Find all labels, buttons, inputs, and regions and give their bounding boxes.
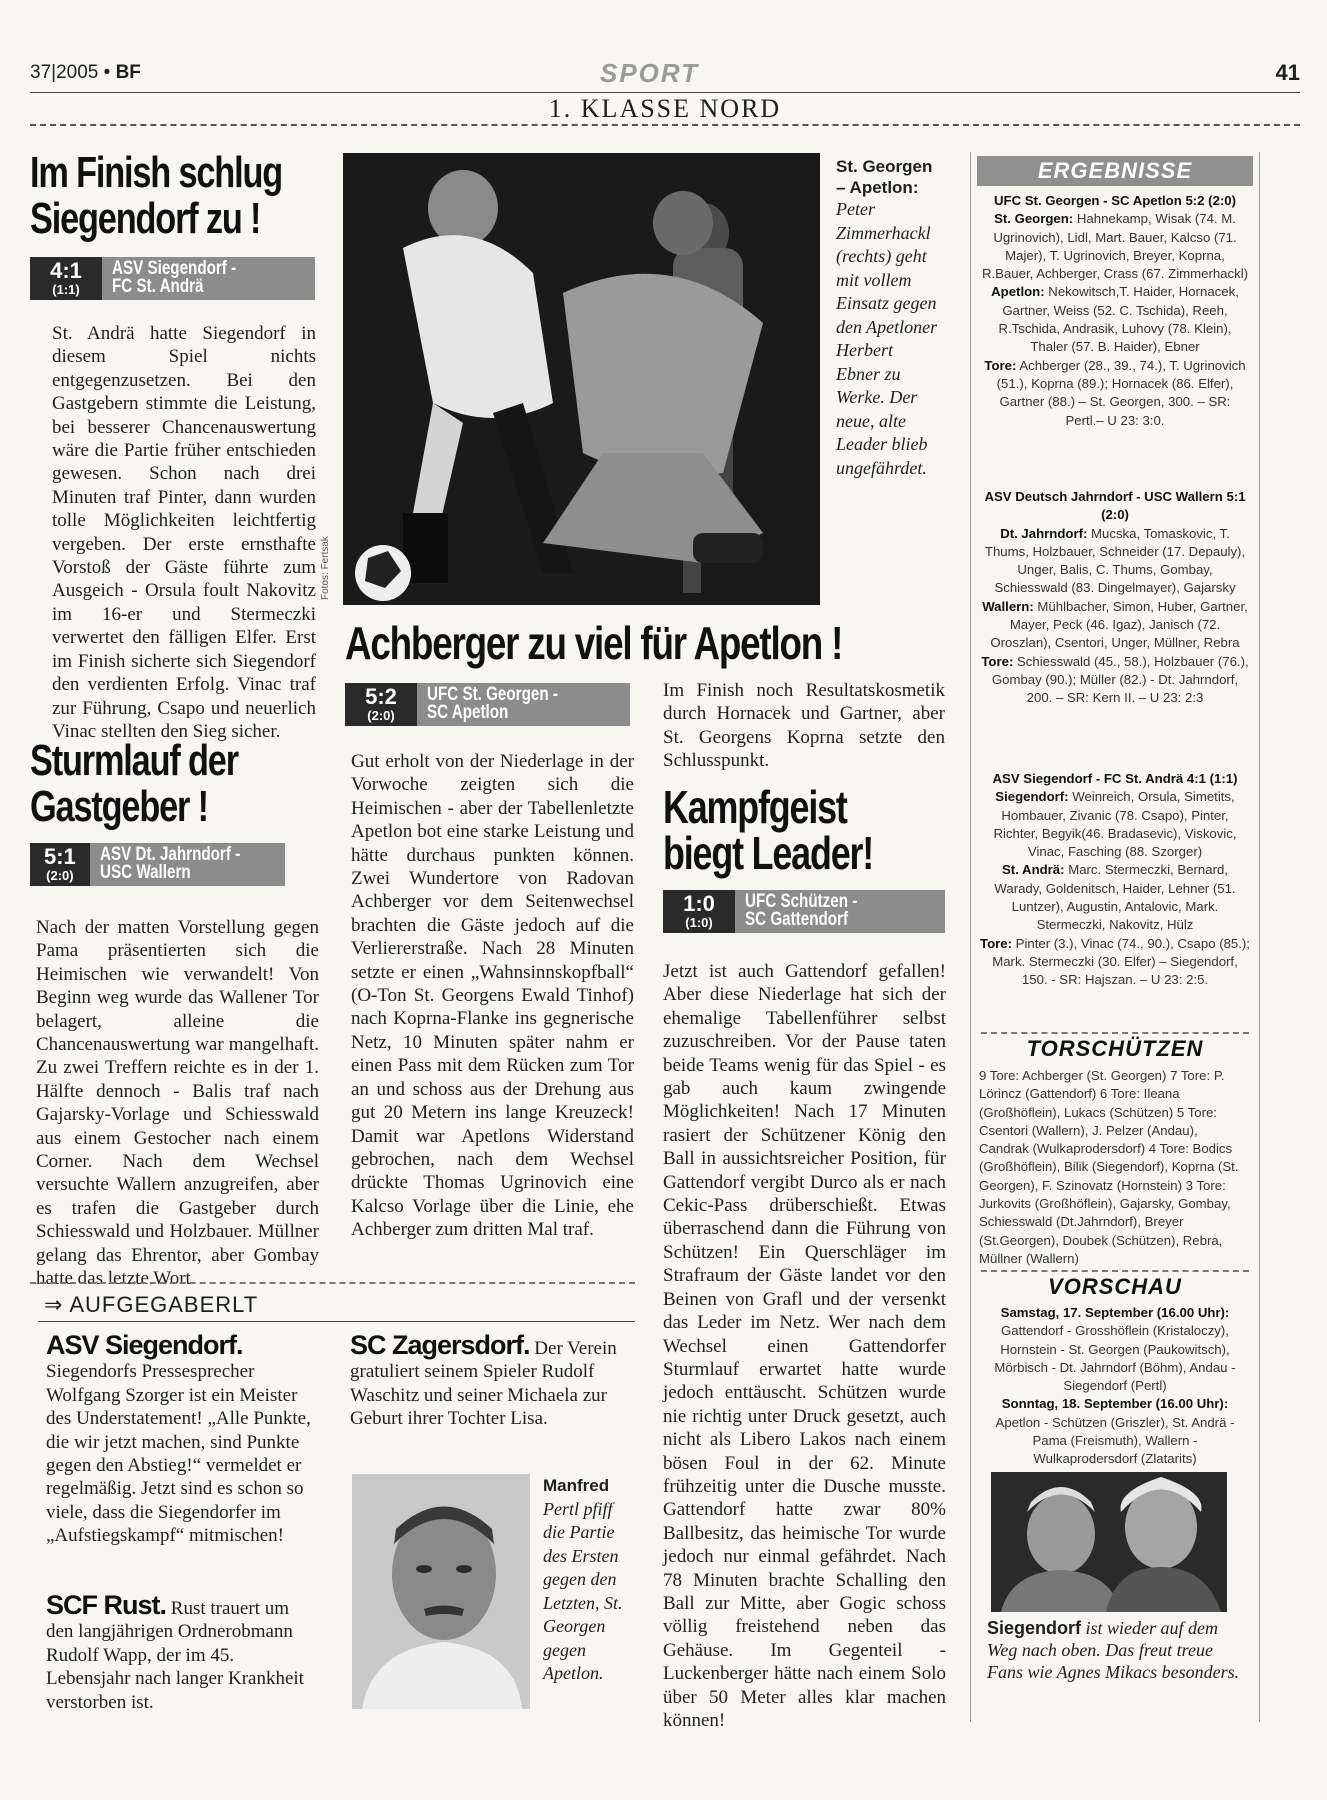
scorers-title: TORSCHÜTZEN — [1026, 1036, 1204, 1061]
caption-text: Peter Zimmerhackl (rechts) geht mit vollem Einsatz gegen den Apetloner Herbert Ebner zu Werke. Der neue, alte Leader blieb ungefährdet. — [836, 199, 938, 478]
header-dashed-rule — [30, 124, 1300, 126]
result-goals-label: Tore: — [980, 935, 1012, 951]
score-teams: ASV Siegendorf - FC St. Andrä — [102, 257, 315, 300]
issue-number: 37|2005 — [30, 62, 99, 83]
result-block-1 — [979, 192, 1251, 430]
preview-list — [979, 1304, 1251, 1469]
sidebar — [970, 152, 1260, 1722]
bullet: • — [103, 62, 111, 83]
article2-headline: Sturmlauf der Gastgeber ! — [30, 736, 238, 831]
article4-scorebox — [663, 890, 945, 933]
preview-date: Sonntag, 18. September (16.00 Uhr): — [1001, 1396, 1229, 1412]
paper-name: BF — [115, 62, 141, 83]
article4-headline: Kampfgeist biegt Leader! — [663, 781, 874, 879]
aufgegaberlt-dashes — [30, 1282, 635, 1284]
fans-photo — [991, 1472, 1227, 1612]
result-goals-label: Tore: — [981, 653, 1014, 669]
result-away-label: Apetlon: — [991, 284, 1045, 300]
caption-bold: St. Georgen – Apetlon: — [836, 157, 933, 197]
preview-header — [981, 1270, 1249, 1302]
score-teams: UFC St. Georgen - SC Apetlon — [417, 683, 630, 726]
aufgegaberlt-title: AUFGEGABERLT — [69, 1292, 259, 1317]
article2-scorebox — [30, 843, 285, 886]
preview-games: Gattendorf - Grosshöflein (Kristaloczy), Hornstein - St. Georgen (Paukowitsch), Mörbisch - Dt. Jahrndorf (Böhm), Andau - Siegendorf (Pertl) — [994, 1323, 1236, 1394]
page-header — [30, 58, 1300, 128]
article1-scorebox — [30, 257, 315, 300]
caption-bold: Manfred — [543, 1476, 610, 1495]
news-club: SC Zagersdorf. — [350, 1330, 530, 1360]
result-goals: Pinter (3.), Vinac (74., 90.), Csapo (85.); Mark. Stermeczki (30. Elfer) – Siegendorf, 150. - SR: Hajszan. – U 23: 2:5. — [992, 935, 1250, 988]
result-block-3 — [979, 770, 1251, 990]
article3-text: Gut erholt von der Niederlage in der Vorwoche zeigten sich die Heimischen - aber der Tabellenletzte Apetlon bot eine starke Leistung und hätte durchaus punkten können. Zwei Wundertore von Radovan Achberger vor dem Seitenwechsel brachten die Gäste jedoch auf die Verliererstraße. Nach 28 Minuten setzte er einen „Wahnsinnskopfball“ (O-Ton St. Georgens Ewald Tinhof) nach Koprna-Flanke ins gegnerische Netz, 10 Minuten später nahm er einen Pass mit dem Rücken zum Tor an und schoss aus der Drehung aus gut 20 Metern ins lange Kreuzeck! Damit war Apetlons Widerstand gebrochen, nach dem Wechsel drückte Thomas Ugrinovich eine Kalcso Vorlage über die Linie, ehe Achberger zum dritten Mal traf. — [351, 751, 634, 1241]
league-title: 1. KLASSE NORD — [548, 94, 782, 123]
result-home: Weinreich, Orsula, Simetits, Hombauer, Zivanic (78. Csapo), Pinter, Richter, Begyik(46. Bradasevic), Viskovic, Vinac, Fasching (88. Szorger) — [993, 789, 1237, 860]
preview-date: Samstag, 17. September (16.00 Uhr): — [1000, 1305, 1230, 1320]
news-item-rust — [46, 1592, 316, 1714]
header-rule — [30, 92, 1300, 93]
score-teams: UFC Schützen - SC Gattendorf — [735, 890, 945, 933]
scorers-header — [981, 1032, 1249, 1064]
result-block-2 — [979, 488, 1251, 708]
result-home-label: St. Georgen: — [994, 211, 1074, 227]
article1-text: St. Andrä hatte Siegendorf in diesem Spiel nichts entgegenzusetzen. Bei den Gastgebern stimmte die Leistung, bei besserer Chancenauswertung wäre die Partie früher entschieden gewesen. Schon nach drei Minuten traf Pinter, dann wurden tolle Möglichkeiten leichtfertig vergeben. Der erste ernsthafte Vorstoß der Gäste führte zum Ausgeich - Orsula foult Nakovitz im 16-er und Stermeczki verwertet den fälligen Elfer. Erst im Finish sicherte sich Siegendorf den verdienten Erfolg. Vinac traf zur Führung, Csapo und neuerlich Vinac stellten den Sieg sicher. — [52, 323, 316, 742]
news-item-siegendorf — [46, 1332, 316, 1548]
article4-text: Jetzt ist auch Gattendorf gefallen! Aber diese Niederlage hat sich der ehemalige Tabellenführer selbst zuzuschreiben. Vor der Pause taten beide Teams wenig für das Spiel - es gab auch kaum zwingende Möglichkeiten! Nach 17 Minuten rasiert der Schützener König den Ball in aussichtsreicher Position, für Gattendorf vergibt Durco als er nach Cekic-Pass drüberschießt. Etwas überraschend dann die Führung von Schützen! Ein Querschläger im Strafraum der Gäste landet vor den Beinen von Grafl und der versenkt das Leder im Netz. Wer nach dem Wechsel einen Gattendorfer Sturmlauf erwartet hatte wurde jedoch enttäuscht. Schützen wurde nie richtig unter Druck gesetzt, auch nicht als Libero Lakos nach einem bösen Foul in der 62. Minute frühzeitig unter die Dusche musste. Gattendorf hatte zwar 80% Ballbesitz, das heimische Tor wurde jedoch nur einmal gefährdet. Nach 78 Minuten brachte Schalling den Ball zur Mitte, aber Gogic schoss völlig freistehend neben das Gehäuse. Im Gegenteil - Luckenberger hätte nach einem Solo über 50 Meter alles klar machen können! — [663, 961, 946, 1731]
fans-caption — [987, 1617, 1247, 1683]
referee-photo — [352, 1474, 530, 1709]
preview-title: VORSCHAU — [1048, 1274, 1182, 1299]
caption-bold: Siegendorf — [987, 1618, 1082, 1638]
score-teams: ASV Dt. Jahrndorf - USC Wallern — [90, 843, 285, 886]
aufgegaberlt-header — [44, 1292, 258, 1318]
result-home: Hahnekamp, Wisak (74. M. Ugrinovich), Lidl, Mart. Bauer, Kalcso (71. Majer), T. Ugrinovich, Breyer, Koprna, R.Bauer, Achberger, Crass (67. Zimmerhackl) — [981, 211, 1249, 282]
news-club: SCF Rust. — [46, 1590, 167, 1620]
photo1-caption — [836, 156, 941, 480]
aufgegaberlt-rule — [38, 1321, 635, 1322]
result-match: UFC St. Georgen - SC Apetlon 5:2 (2:0) — [993, 193, 1237, 208]
result-away: Marc. Stermeczki, Bernard, Warady, Goldenitsch, Haider, Lehner (51. Luntzer), Augustin, Antalovic, Mark. Stermeczki, Nakovitz, Hülz — [994, 862, 1236, 933]
result-away: Nekowitsch,T. Haider, Hornacek, Gartner, Weiss (52. C. Tschida), Reeh, R.Tschida, Andrasik, Luhovy (78. Klein), Thaler (57. B. Haider), Ebner — [998, 284, 1239, 355]
result-goals: Schiesswald (45., 58.), Holzbauer (76.), Gombay (90.); Müller (82.) - Dt. Jahrndorf, 200. – SR: Kern II. – U 23: 2:3 — [991, 653, 1249, 706]
result-match: ASV Deutsch Jahrndorf - USC Wallern 5:1 (2:0) — [984, 489, 1246, 523]
news-item-zagersdorf — [350, 1332, 633, 1431]
result-goals: Achberger (28., 39., 74.), T. Ugrinovich (51.), Koprna (89.); Hornacek (86. Elfer), Gartner (88.) – St. Georgen, 300. – SR: Pertl.– U 23: 3:0. — [996, 357, 1246, 428]
score-number: 5:2 (2:0) — [345, 683, 417, 726]
news-club: ASV Siegendorf. — [46, 1330, 243, 1360]
article3-continuation: Im Finish noch Resultatskosmetik durch Hornacek und Gartner, aber St. Georgens Koprna setzte den Schlusspunkt. — [663, 680, 945, 772]
arrow-icon: ⇒ — [44, 1292, 64, 1317]
article1-headline: Im Finish schlug Siegendorf zu ! — [30, 148, 283, 243]
results-title: ERGEBNISSE — [1037, 158, 1193, 183]
issue-line — [30, 62, 141, 84]
section-title: SPORT — [600, 58, 700, 88]
article3-scorebox — [345, 683, 630, 726]
result-away-label: Wallern: — [982, 598, 1034, 614]
match-photo-illustration — [343, 153, 820, 605]
match-photo — [343, 153, 820, 605]
score-number: 4:1 (1:1) — [30, 257, 102, 300]
caption-text: ist wieder auf dem Weg nach oben. Das freut treue Fans wie Agnes Mikacs besonders. — [987, 1618, 1240, 1682]
result-home-label: Dt. Jahrndorf: — [1000, 525, 1088, 541]
referee-caption — [543, 1474, 631, 1686]
score-number: 1:0 (1:0) — [663, 890, 735, 933]
scorers-list: 9 Tore: Achberger (St. Georgen) 7 Tore: P. Lörincz (Gattendorf) 6 Tore: Ileana (Großhöflein), Lukacs (Schützen) 5 Tore: Csentori (Wallern), J. Pelzer (Andau), Candrak (Wulkaprodersdorf) 4 Tore: Bodics (Großhöflein), Bilik (Siegendorf), Koprna (St. Georgen), F. Szinovatz (Hornstein) 3 Tore: Jurkovits (Großhöflein), Gajarsky, Gombay, Schiesswald (Dt.Jahrndorf), Breyer (St.Georgen), Doubek (Schützen), Rebra, Müllner (Wallern) — [979, 1068, 1239, 1266]
results-header — [977, 156, 1253, 186]
aufgegaberlt-box — [30, 1282, 635, 1722]
referee-portrait — [352, 1474, 530, 1709]
news-text: Siegendorfs Pressesprecher Wolfgang Szorger ist ein Meister des Understatement! „Alle Punkte, die wir jetzt machen, sind Punkte gegen den Abstieg!“ vermeldet er regelmäßig. Jetzt sind es schon so viele, dass die Siegendorfer im „Aufstiegskampf“ mitmischen! — [46, 1361, 311, 1547]
page-number: 41 — [1275, 60, 1300, 85]
fans-illustration — [991, 1472, 1227, 1612]
article3-headline: Achberger zu viel für Apetlon ! — [345, 617, 843, 669]
article2-text: Nach der matten Vorstellung gegen Pama präsentierten sich die Heimischen wie verwandelt! Von Beginn weg wurde das Wallener Tor belagert, alleine die Chancenauswertung war mangelhaft. Zu zwei Treffern reichte es in der 1. Hälfte dennoch - Balis traf nach Gajarsky-Vorlage und Schiesswald aus einem Gestocher nach einem Corner. Nach dem Wechsel versuchte Wallern anzugreifen, aber es trafen die Gastgeber durch Schiesswald und Holzbauer. Müllner gelang das Ehrentor, aber Gombay hatte das letzte Wort. — [36, 917, 319, 1290]
result-away: Mühlbacher, Simon, Huber, Gartner, Mayer, Peck (46. Igaz), Janisch (72. Oroszlan), Csentori, Unger, Müllner, Rebra — [990, 598, 1248, 651]
preview-games: Apetlon - Schützen (Griszler), St. Andrä - Pama (Freismuth), Wallern - Wulkaprodersdorf (Zlatarits) — [995, 1414, 1235, 1467]
result-goals-label: Tore: — [984, 357, 1017, 373]
photo-credit: Fotos: Fertsak — [320, 536, 331, 600]
result-home-label: Siegendorf: — [995, 789, 1069, 805]
news-text: Rust trauert um den langjährigen Ordnerobmann Rudolf Wapp, der im 45. Lebensjahr nach langer Krankheit verstorben ist. — [46, 1598, 304, 1713]
news-text: Der Verein gratuliert seinem Spieler Rudolf Waschitz und seiner Michaela zur Geburt ihrer Tochter Lisa. — [350, 1338, 617, 1430]
score-number: 5:1 (2:0) — [30, 843, 90, 886]
result-home: Mucska, Tomaskovic, T. Thums, Holzbauer, Schneider (17. Depauly), Unger, Balis, C. Thums, Gombay, Schiesswald (83. Dingelmayer), Gajarsky — [984, 525, 1246, 596]
result-away-label: St. Andrä: — [1002, 862, 1065, 878]
result-match: ASV Siegendorf - FC St. Andrä 4:1 (1:1) — [992, 771, 1238, 786]
caption-text: Pertl pfiff die Partie des Ersten gegen den Letzten, St. Georgen gegen Apetlon. — [543, 1498, 623, 1683]
